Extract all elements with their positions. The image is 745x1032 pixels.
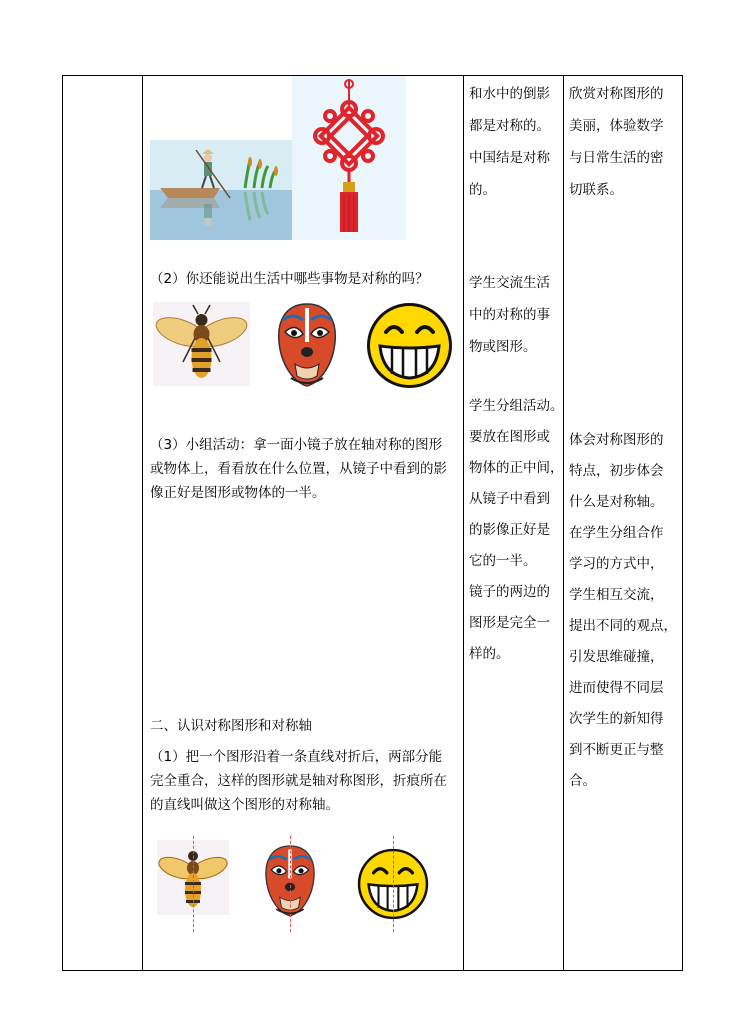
student-line: 都是对称的。 bbox=[469, 118, 550, 134]
student-line: 要放在图形或 bbox=[469, 429, 550, 445]
table-border-bottom bbox=[62, 970, 683, 971]
bee-image bbox=[153, 302, 250, 386]
boatman-reflection-image bbox=[150, 140, 292, 240]
design-intent-block-2 bbox=[569, 425, 677, 797]
chinese-knot-image bbox=[292, 76, 406, 240]
intent-line: 引发思维碰撞， bbox=[569, 649, 664, 665]
prompt-3-line: 像正好是图形或物体的一半。 bbox=[150, 485, 326, 501]
intent-line: 次学生的新知得 bbox=[569, 711, 664, 727]
student-line: 的。 bbox=[469, 182, 496, 198]
intent-line: 体会对称图形的 bbox=[569, 432, 664, 448]
student-line: 物或图形。 bbox=[469, 339, 537, 355]
intent-line: 合。 bbox=[569, 773, 596, 789]
table-divider-2 bbox=[463, 75, 464, 971]
student-line: 的影像正好是 bbox=[469, 522, 550, 538]
intent-line: 提出不同的观点， bbox=[569, 618, 677, 634]
prompt-3-line: 或物体上，看看放在什么位置，从镜子中看到的影 bbox=[150, 461, 447, 477]
bee-symmetry-axis bbox=[193, 836, 194, 932]
intent-line: 学生相互交流， bbox=[569, 587, 664, 603]
table-divider-1 bbox=[142, 75, 143, 971]
student-line: 物体的正中间， bbox=[469, 460, 564, 476]
intent-line: 什么是对称轴。 bbox=[569, 494, 664, 510]
intent-line: 在学生分组合作 bbox=[569, 525, 664, 541]
definition-line: （1）把一个图形沿着一条直线对折后，两部分能 bbox=[150, 749, 443, 765]
prompt-3-line: （3）小组活动：拿一面小镜子放在轴对称的图形 bbox=[150, 437, 443, 453]
intent-line: 切联系。 bbox=[569, 182, 623, 198]
table-border-left bbox=[62, 75, 63, 971]
student-activity-block-1 bbox=[469, 78, 561, 206]
student-line: 学生分组活动。 bbox=[469, 398, 564, 414]
design-intent-block-1 bbox=[569, 78, 677, 206]
prompt-2: （2）你还能说出生活中哪些事物是对称的吗？ bbox=[150, 271, 429, 287]
student-line: 中的对称的事 bbox=[469, 307, 550, 323]
intent-line: 进而使得不同层 bbox=[569, 680, 664, 696]
mask-symmetry-axis bbox=[290, 836, 291, 932]
student-line: 镜子的两边的 bbox=[469, 584, 550, 600]
smiley-face-image bbox=[366, 302, 453, 389]
student-line: 从镜子中看到 bbox=[469, 491, 550, 507]
student-activity-block-2 bbox=[469, 267, 561, 363]
student-line: 图形是完全一 bbox=[469, 615, 550, 631]
student-activity-block-3 bbox=[469, 391, 564, 670]
intent-line: 与日常生活的密 bbox=[569, 150, 664, 166]
intent-line: 特点，初步体会 bbox=[569, 463, 664, 479]
intent-line: 到不断更正与整 bbox=[569, 742, 664, 758]
intent-line: 美丽，体验数学 bbox=[569, 118, 664, 134]
table-divider-3 bbox=[563, 75, 564, 971]
definition-line: 的直线叫做这个图形的对称轴。 bbox=[150, 797, 339, 813]
intent-line: 欣赏对称图形的 bbox=[569, 86, 664, 102]
prompt-3 bbox=[150, 433, 460, 505]
student-line: 它的一半。 bbox=[469, 553, 537, 569]
student-line: 和水中的倒影 bbox=[469, 86, 550, 102]
intent-line: 学习的方式中， bbox=[569, 556, 664, 572]
table-border-right bbox=[682, 75, 683, 971]
section-2-title: 二、认识对称图形和对称轴 bbox=[150, 718, 312, 734]
opera-mask-image bbox=[273, 302, 341, 388]
definition-line: 完全重合，这样的图形就是轴对称图形，折痕所在 bbox=[150, 773, 447, 789]
student-line: 学生交流生活 bbox=[469, 275, 550, 291]
student-line: 样的。 bbox=[469, 646, 510, 662]
section-2-definition bbox=[150, 745, 460, 817]
student-line: 中国结是对称 bbox=[469, 150, 550, 166]
smiley-symmetry-axis bbox=[393, 836, 394, 932]
